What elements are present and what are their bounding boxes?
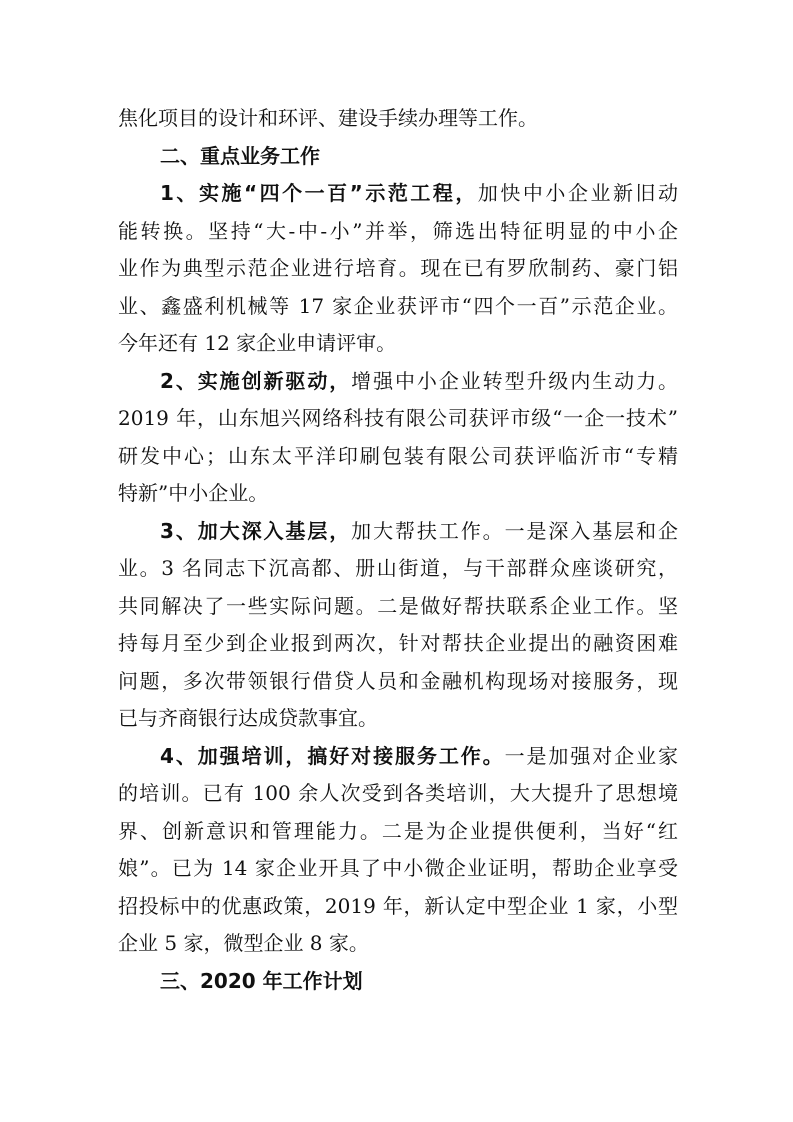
paragraph-line bbox=[160, 367, 678, 395]
section-heading bbox=[160, 142, 678, 170]
line-text: 问题，多次带领银行借贷人员和金融机构现场对接服务，现 bbox=[118, 668, 678, 693]
bold-heading-text: 二、重点业务工作 bbox=[160, 143, 320, 168]
paragraph-line bbox=[118, 479, 678, 507]
paragraph-line bbox=[118, 929, 678, 957]
paragraph-line bbox=[118, 817, 678, 845]
line-text: 业。3 名同志下沉高都、册山街道，与干部群众座谈研究， bbox=[118, 556, 678, 580]
bold-heading-text: 3、加大深入基层， bbox=[160, 518, 352, 543]
line-text: 界、创新意识和管理能力。二是为企业提供便利，当好“红 bbox=[118, 818, 678, 843]
line-text: 业、鑫盛利机械等 17 家企业获评市“四个一百”示范企业。 bbox=[118, 293, 678, 318]
line-text: 业作为典型示范企业进行培育。现在已有罗欣制药、豪门铝 bbox=[118, 256, 678, 280]
paragraph-line bbox=[118, 292, 678, 320]
line-text: 已与齐商银行达成贷款事宜。 bbox=[118, 706, 378, 730]
line-text: 今年还有 12 家企业申请评审。 bbox=[118, 331, 397, 355]
paragraph-line bbox=[118, 854, 678, 882]
paragraph-line bbox=[118, 704, 678, 732]
line-text: 焦化项目的设计和环评、建设手续办理等工作。 bbox=[118, 106, 538, 130]
bold-heading-text: 2、实施创新驱动， bbox=[160, 368, 352, 393]
line-text: 一是加强对企业家 bbox=[504, 743, 679, 768]
paragraph-line bbox=[118, 629, 678, 657]
line-text: 2019 年，山东旭兴网络科技有限公司获评市级“一企一技术” bbox=[118, 406, 678, 430]
line-text: 加快中小企业新旧动 bbox=[477, 181, 678, 205]
line-text: 特新”中小企业。 bbox=[118, 481, 269, 505]
paragraph-line bbox=[160, 179, 678, 207]
paragraph-line bbox=[118, 254, 678, 282]
line-text: 增强中小企业转型升级内生动力。 bbox=[351, 368, 679, 393]
paragraph-line bbox=[160, 742, 678, 770]
bold-heading-text: 1、实施“四个一百”示范工程， bbox=[160, 181, 478, 205]
paragraph-line bbox=[118, 892, 678, 920]
paragraph-line bbox=[118, 554, 678, 582]
paragraph-line bbox=[118, 667, 678, 695]
line-text: 的培训。已有 100 余人次受到各类培训，大大提升了思想境 bbox=[118, 781, 678, 805]
paragraph-line bbox=[118, 779, 678, 807]
line-text: 持每月至少到企业报到两次，针对帮扶企业提出的融资困难 bbox=[118, 631, 678, 655]
paragraph-line bbox=[118, 217, 678, 245]
bold-heading-text: 三、2020 年工作计划 bbox=[160, 968, 363, 993]
line-text: 能转换。坚持“大-中-小”并举，筛选出特征明显的中小企 bbox=[118, 218, 678, 243]
bold-heading-text: 4、加强培训，搞好对接服务工作。 bbox=[160, 743, 505, 768]
line-text: 娘”。已为 14 家企业开具了中小微企业证明，帮助企业享受 bbox=[118, 856, 678, 880]
line-text: 加大帮扶工作。一是深入基层和企 bbox=[351, 518, 679, 543]
paragraph-line bbox=[118, 404, 678, 432]
paragraph-line bbox=[118, 104, 678, 132]
line-text: 研发中心；山东太平洋印刷包装有限公司获评临沂市“专精 bbox=[118, 443, 678, 468]
section-heading bbox=[160, 967, 678, 995]
line-text: 共同解决了一些实际问题。二是做好帮扶联系企业工作。坚 bbox=[118, 593, 678, 618]
paragraph-line bbox=[160, 517, 678, 545]
paragraph-line bbox=[118, 442, 678, 470]
paragraph-line bbox=[118, 592, 678, 620]
paragraph-line bbox=[118, 329, 678, 357]
line-text: 招投标中的优惠政策，2019 年，新认定中型企业 1 家，小型 bbox=[118, 893, 678, 918]
line-text: 企业 5 家，微型企业 8 家。 bbox=[118, 931, 369, 955]
